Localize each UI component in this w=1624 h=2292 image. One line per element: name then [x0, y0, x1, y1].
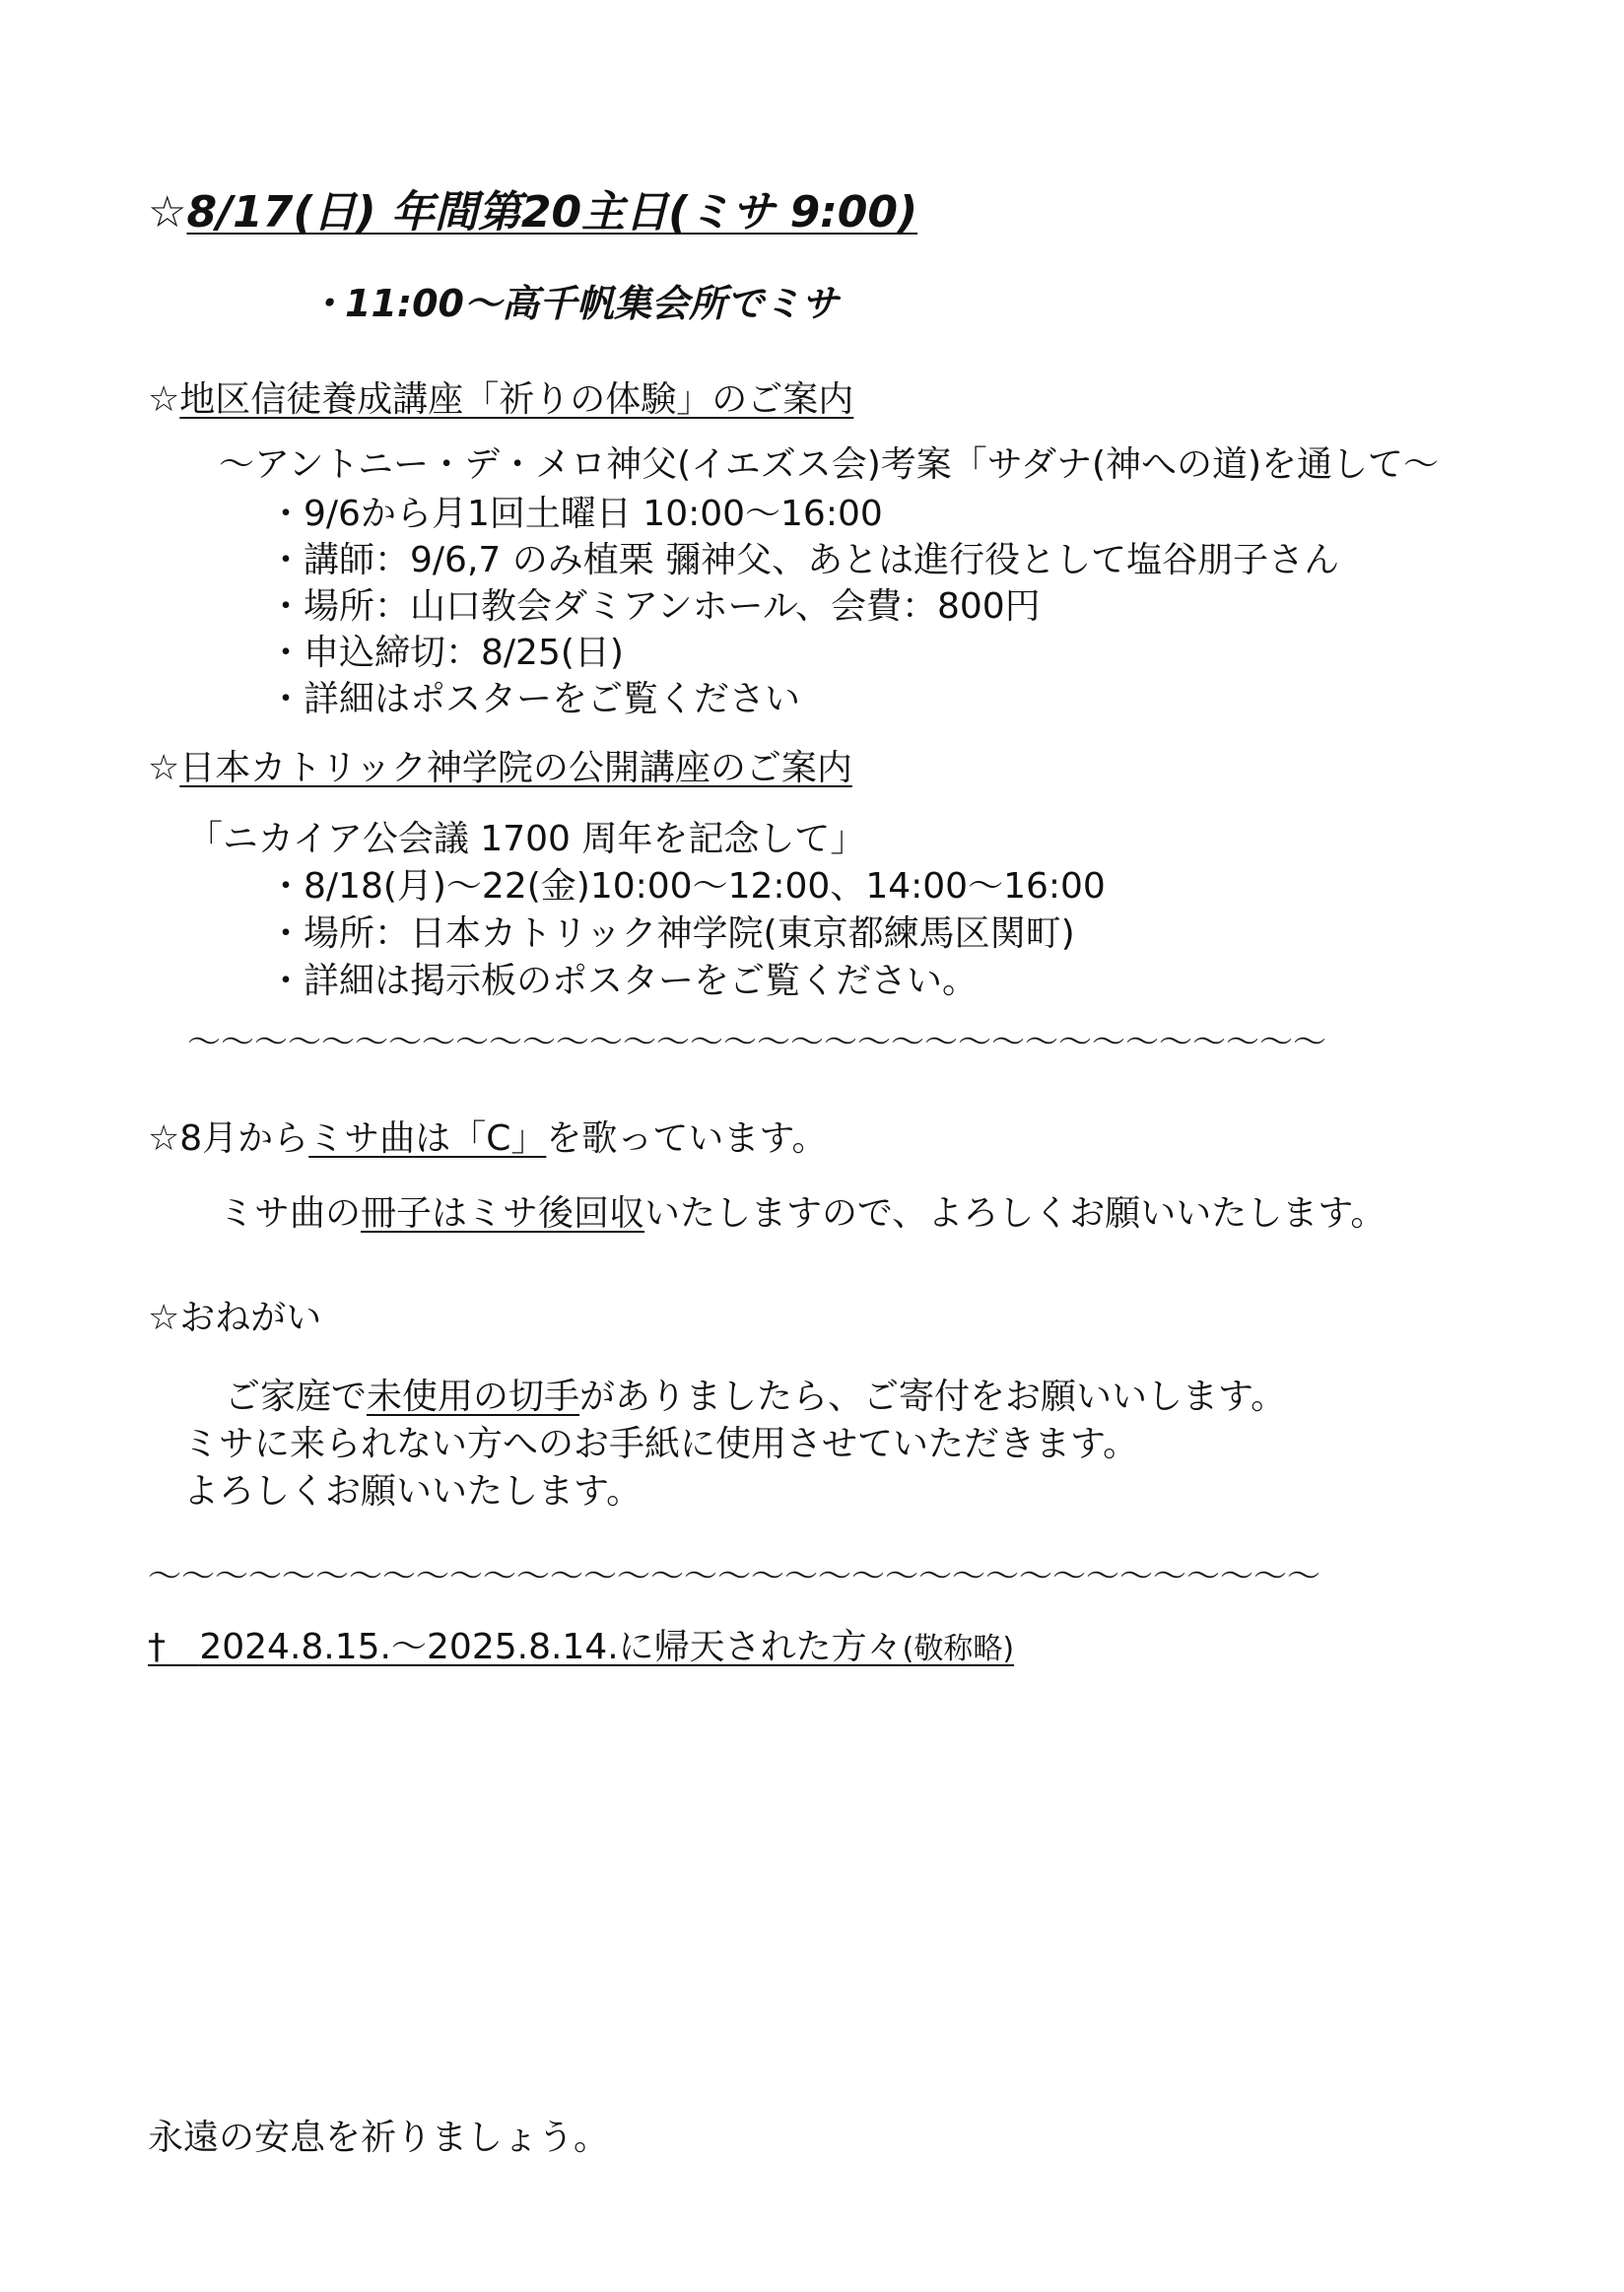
- section3-post: を歌っています。: [546, 1118, 828, 1159]
- section2-heading: [148, 749, 852, 788]
- section4-line1-post: がありましたら、ご寄付をお願いいします。: [579, 1377, 1287, 1417]
- section3-pre: 8月から: [179, 1118, 309, 1159]
- star-icon: ☆: [148, 748, 180, 788]
- section2-item: ・8/18(月)～22(金)10:00～12:00、14:00～16:00: [268, 866, 1106, 907]
- star-icon: ☆: [148, 1118, 180, 1159]
- section3-heading: [148, 1119, 827, 1159]
- section4-line2: ミサに来られない方へのお手紙に使用させていただきます。: [183, 1424, 1139, 1464]
- section4-title: おねがい: [179, 1298, 322, 1338]
- memorial-note: (敬称略): [902, 1632, 1015, 1666]
- section2-item: ・詳細は掲示板のポスターをご覧ください。: [268, 961, 979, 1001]
- section2-title: 日本カトリック神学院の公開講座のご案内: [179, 748, 852, 788]
- memorial-line: [148, 1628, 1014, 1667]
- section3-underline: ミサ曲は「C」: [308, 1118, 547, 1159]
- page-title: 8/17(日) 年間第20主日(ミサ 9:00): [186, 187, 918, 237]
- divider: ～～～～～～～～～～～～～～～～～～～～～～～～～～～～～～～～～～: [187, 1023, 1326, 1062]
- section1-item: ・申込締切：8/25(日): [268, 633, 624, 673]
- section4-line3: よろしくお願いいたします。: [183, 1471, 643, 1512]
- section3-line2-pre: ミサ曲の: [219, 1193, 362, 1234]
- section3-line2: [219, 1194, 1386, 1234]
- section1-title: 地区信徒養成講座「祈りの体験」のご案内: [179, 379, 854, 420]
- section2-subtitle: 「ニカイア公会議 1700 周年を記念して」: [187, 819, 866, 859]
- section4-line1-underline: 未使用の切手: [367, 1377, 580, 1417]
- divider: ～～～～～～～～～～～～～～～～～～～～～～～～～～～～～～～～～～～: [148, 1557, 1320, 1596]
- section1-item: ・9/6から月1回土曜日 10:00～16:00: [268, 494, 883, 534]
- section2-item: ・場所：日本カトリック神学院(東京都練馬区関町): [268, 913, 1075, 954]
- closing-text: 永遠の安息を祈りましょう。: [148, 2118, 610, 2158]
- section1-heading: [148, 380, 853, 420]
- section3-line2-underline: 冊子はミサ後回収: [361, 1193, 645, 1234]
- section1-item: ・詳細はポスターをご覧ください: [268, 679, 801, 719]
- section1-item: ・講師：9/6,7 のみ植栗 彌神父、あとは進行役として塩谷朋子さん: [268, 540, 1340, 580]
- header-line: [148, 189, 917, 236]
- star-icon: ☆: [148, 187, 187, 237]
- section4-line1: [225, 1378, 1286, 1417]
- star-icon: ☆: [148, 379, 180, 420]
- memorial-text: 2024.8.15.～2025.8.14.に帰天された方々: [199, 1627, 903, 1667]
- section4-heading: [148, 1299, 321, 1338]
- cross-icon: †: [148, 1627, 166, 1667]
- section1-subtitle: ～アントニー・デ・メロ神父(イエズス会)考案「サダナ(神への道)を通して～: [219, 444, 1440, 485]
- header-subline: ・11:00～高千帆集会所でミサ: [307, 282, 839, 325]
- star-icon: ☆: [148, 1298, 180, 1338]
- section4-line1-pre: ご家庭で: [225, 1377, 368, 1417]
- section1-item: ・場所：山口教会ダミアンホール、会費：800円: [268, 586, 1041, 627]
- section3-line2-post: いたしますので、よろしくお願いいたします。: [644, 1193, 1387, 1234]
